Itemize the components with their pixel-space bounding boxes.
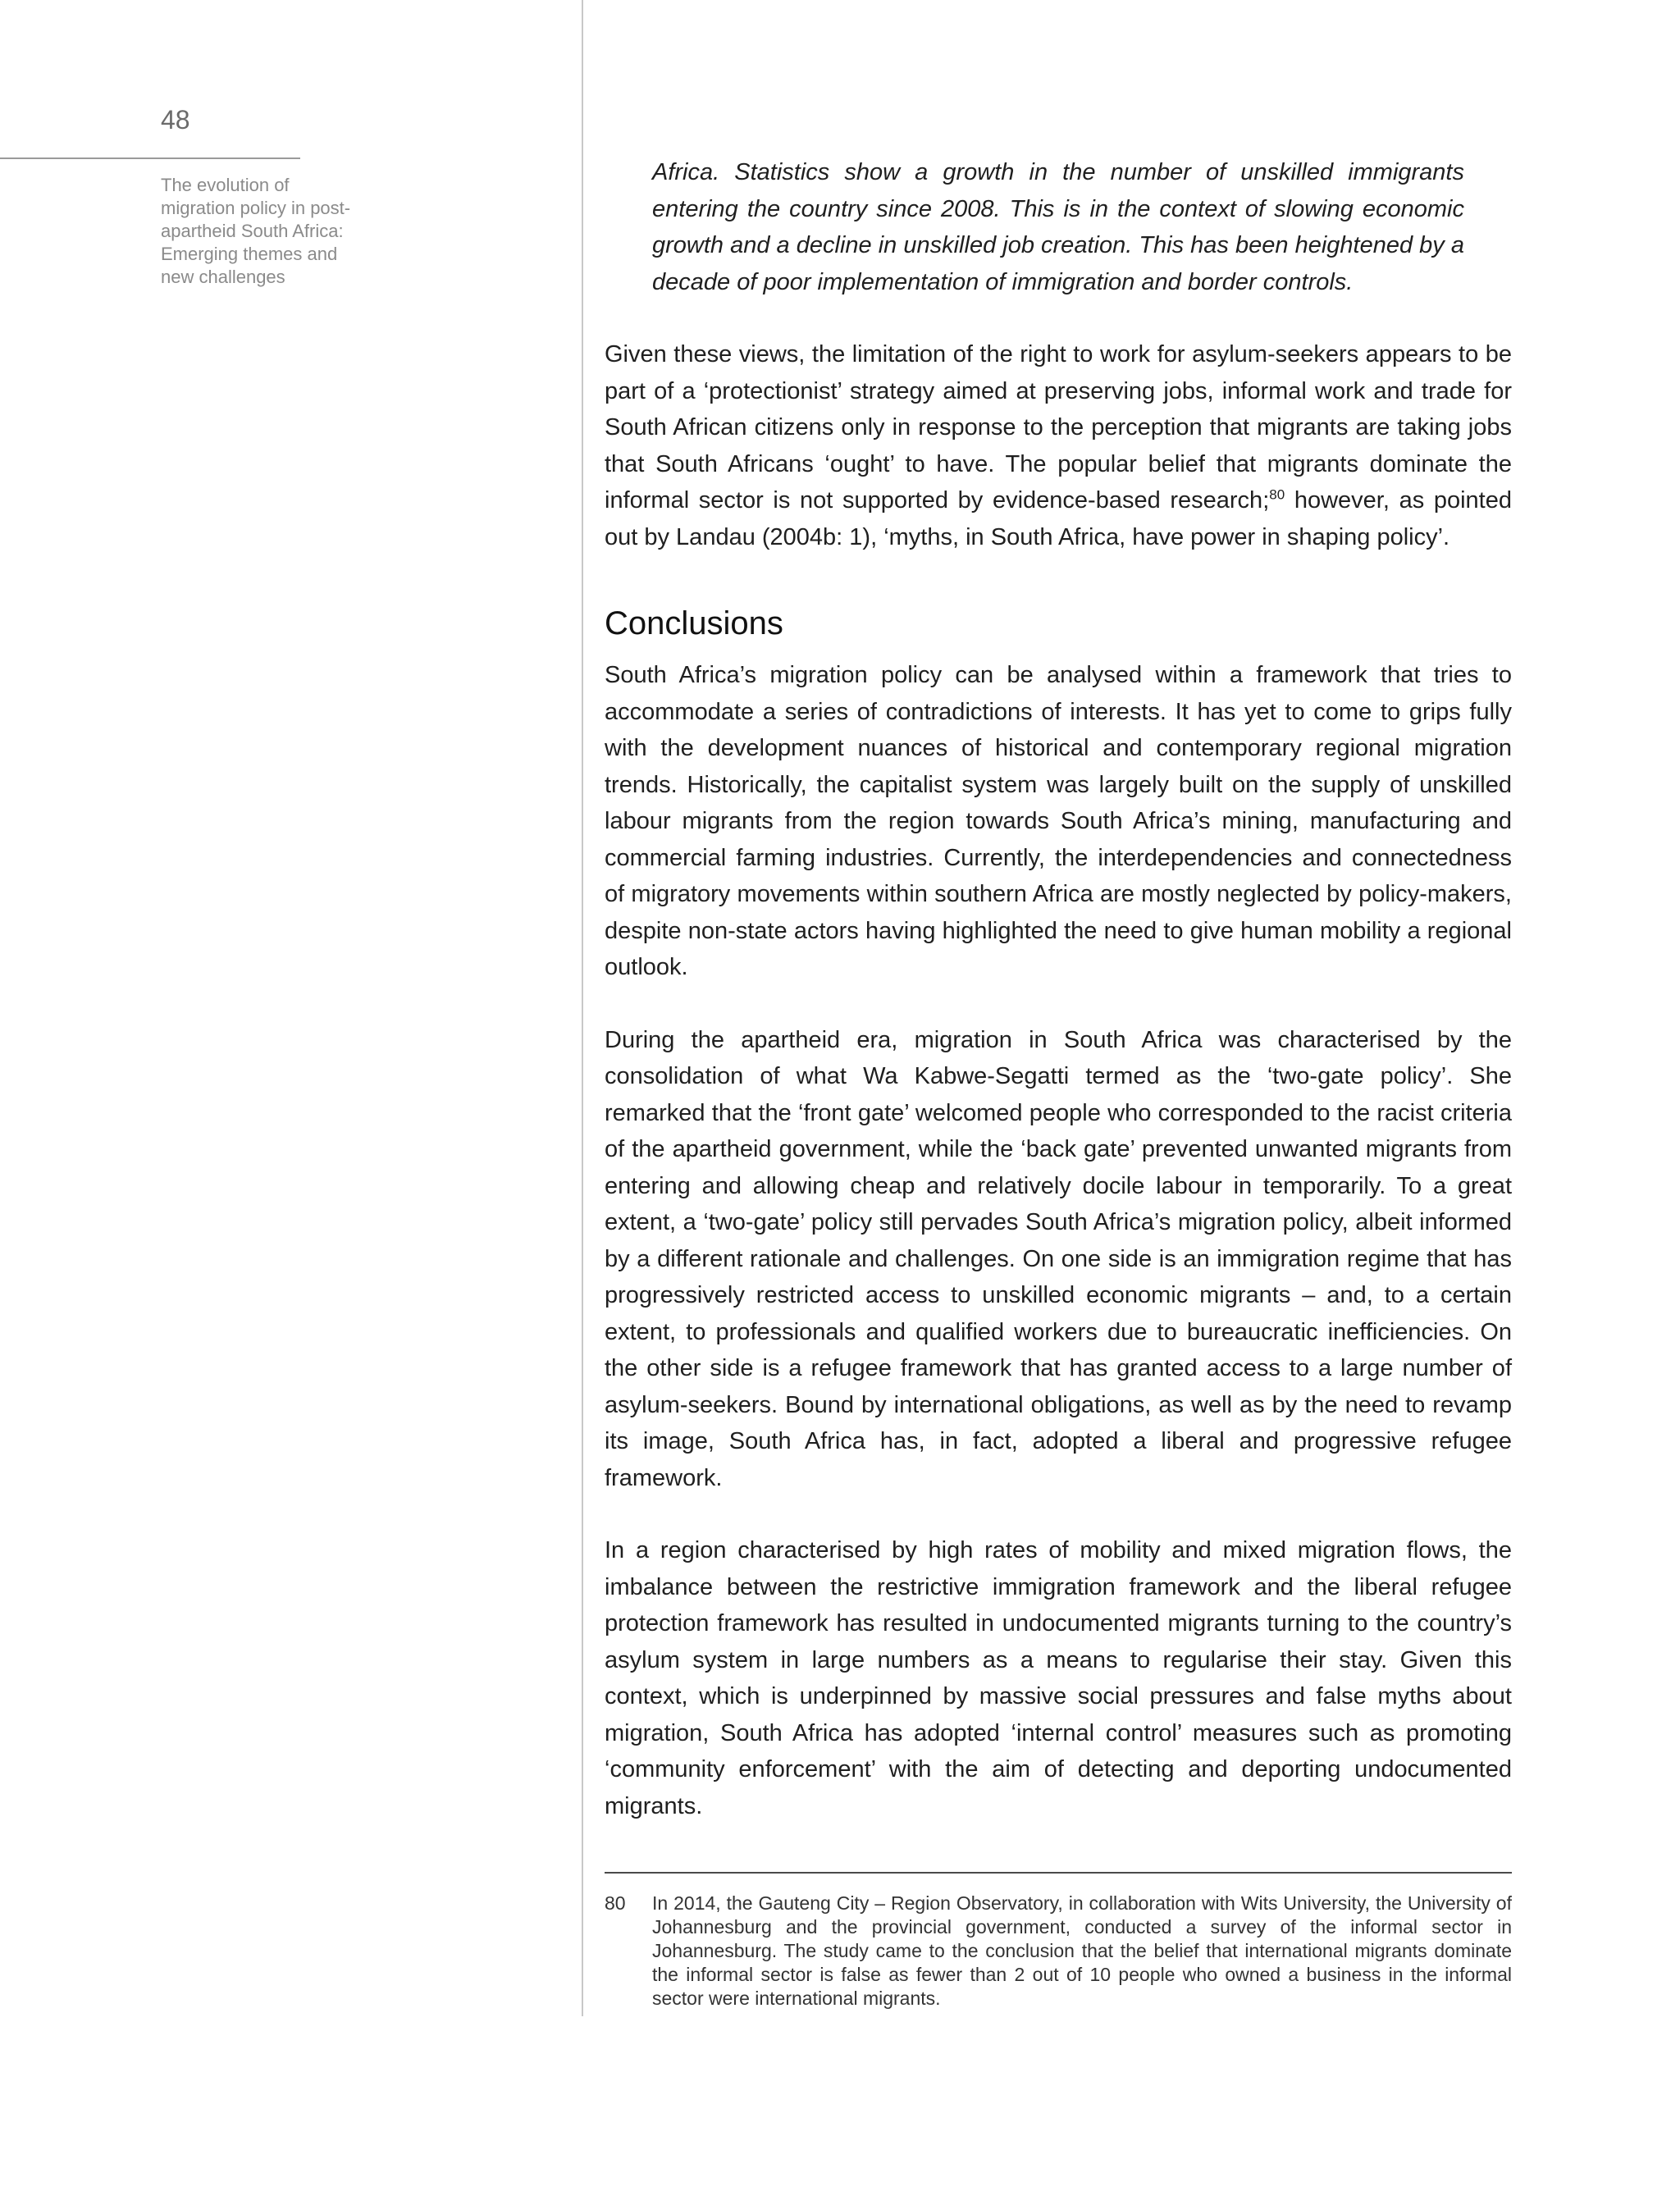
- page-number: 48: [161, 105, 190, 135]
- margin-divider: [0, 157, 300, 159]
- main-text-column: [605, 154, 1512, 2011]
- paragraph-text: however, as pointed out by Landau (2004b: 1), ‘myths, in South Africa, have power in shaping policy’.: [605, 487, 1512, 550]
- footnote-divider: [605, 1872, 1512, 1874]
- paragraph-protectionist: [605, 336, 1512, 555]
- column-divider: [582, 0, 583, 2016]
- footnote: [605, 1892, 1512, 2011]
- running-head: The evolution of migration policy in post-apartheid South Africa: Emerging themes and new challenges: [161, 175, 351, 287]
- block-quote: Africa. Statistics show a growth in the number of unskilled immigrants entering the country since 2008. This is in the context of slowing economic growth and a decline in unskilled job creation. This has been heightened by a decade of poor implementation of immigration and border controls.: [652, 159, 1464, 295]
- paragraph-apartheid-era: During the apartheid era, migration in South Africa was characterised by the consolidation of what Wa Kabwe-Segatti termed as the ‘two-gate policy’. She remarked that the ‘front gate’ welcomed people who corresponded to the racist criteria of the apartheid government, while the ‘back gate’ prevented unwanted migrants from entering and allowing cheap and relatively docile labour in temporarily. To a great extent, a ‘two-gate’ policy still pervades South Africa’s migration policy, albeit informed by a different rationale and challenges. On one side is an immigration regime that has progressively restricted access to unskilled economic migrants – and, to a certain extent, to professionals and qualified workers due to bureaucratic inefficiencies. On the other side is a refugee framework that has granted access to a large number of asylum-seekers. Bound by international obligations, as well as by the need to revamp its image, South Africa has, in fact, adopted a liberal and progressive refugee framework.: [605, 1026, 1512, 1491]
- footnote-number: 80: [605, 1892, 626, 1914]
- footnote-reference[interactable]: 80: [1269, 486, 1285, 503]
- footnote-text: In 2014, the Gauteng City – Region Observatory, in collaboration with Wits University, the University of Johannesburg and the provincial government, conducted a survey of the informal sector in Johannesburg. The study came to the conclusion that the belief that international migrants dominate the informal sector is false as fewer than 2 out of 10 people who owned a business in the informal sector were international migrants.: [652, 1892, 1512, 2009]
- section-heading: Conclusions: [605, 605, 783, 641]
- paragraph-text: Given these views, the limitation of the right to work for asylum-seekers appears to be part of a ‘protectionist’ strategy aimed at preserving jobs, informal work and trade for South African citizens only in response to the perception that migrants are taking jobs that South Africans ‘ought’ to have. The popular belief that migrants dominate the informal sector is not supported by evidence-based research;: [605, 341, 1512, 513]
- paragraph-conclusions: South Africa’s migration policy can be analysed within a framework that tries to accommodate a series of contradictions of interests. It has yet to come to grips fully with the development nuances of historical and contemporary regional migration trends. Historically, the capitalist system was largely built on the supply of unskilled labour migrants from the region towards South Africa’s mining, manufacturing and commercial farming industries. Currently, the interdependencies and connectedness of migratory movements within southern Africa are mostly neglected by policy-makers, despite non-state actors having highlighted the need to give human mobility a regional outlook.: [605, 662, 1512, 980]
- paragraph-regional-mobility: In a region characterised by high rates of mobility and mixed migration flows, the imbalance between the restrictive immigration framework and the liberal refugee protection framework has resulted in undocumented migrants turning to the country’s asylum system in large numbers as a means to regularise their stay. Given this context, which is underpinned by massive social pressures and false myths about migration, South Africa has adopted ‘internal control’ measures such as promoting ‘community enforcement’ with the aim of detecting and deporting undocumented migrants.: [605, 1537, 1512, 1819]
